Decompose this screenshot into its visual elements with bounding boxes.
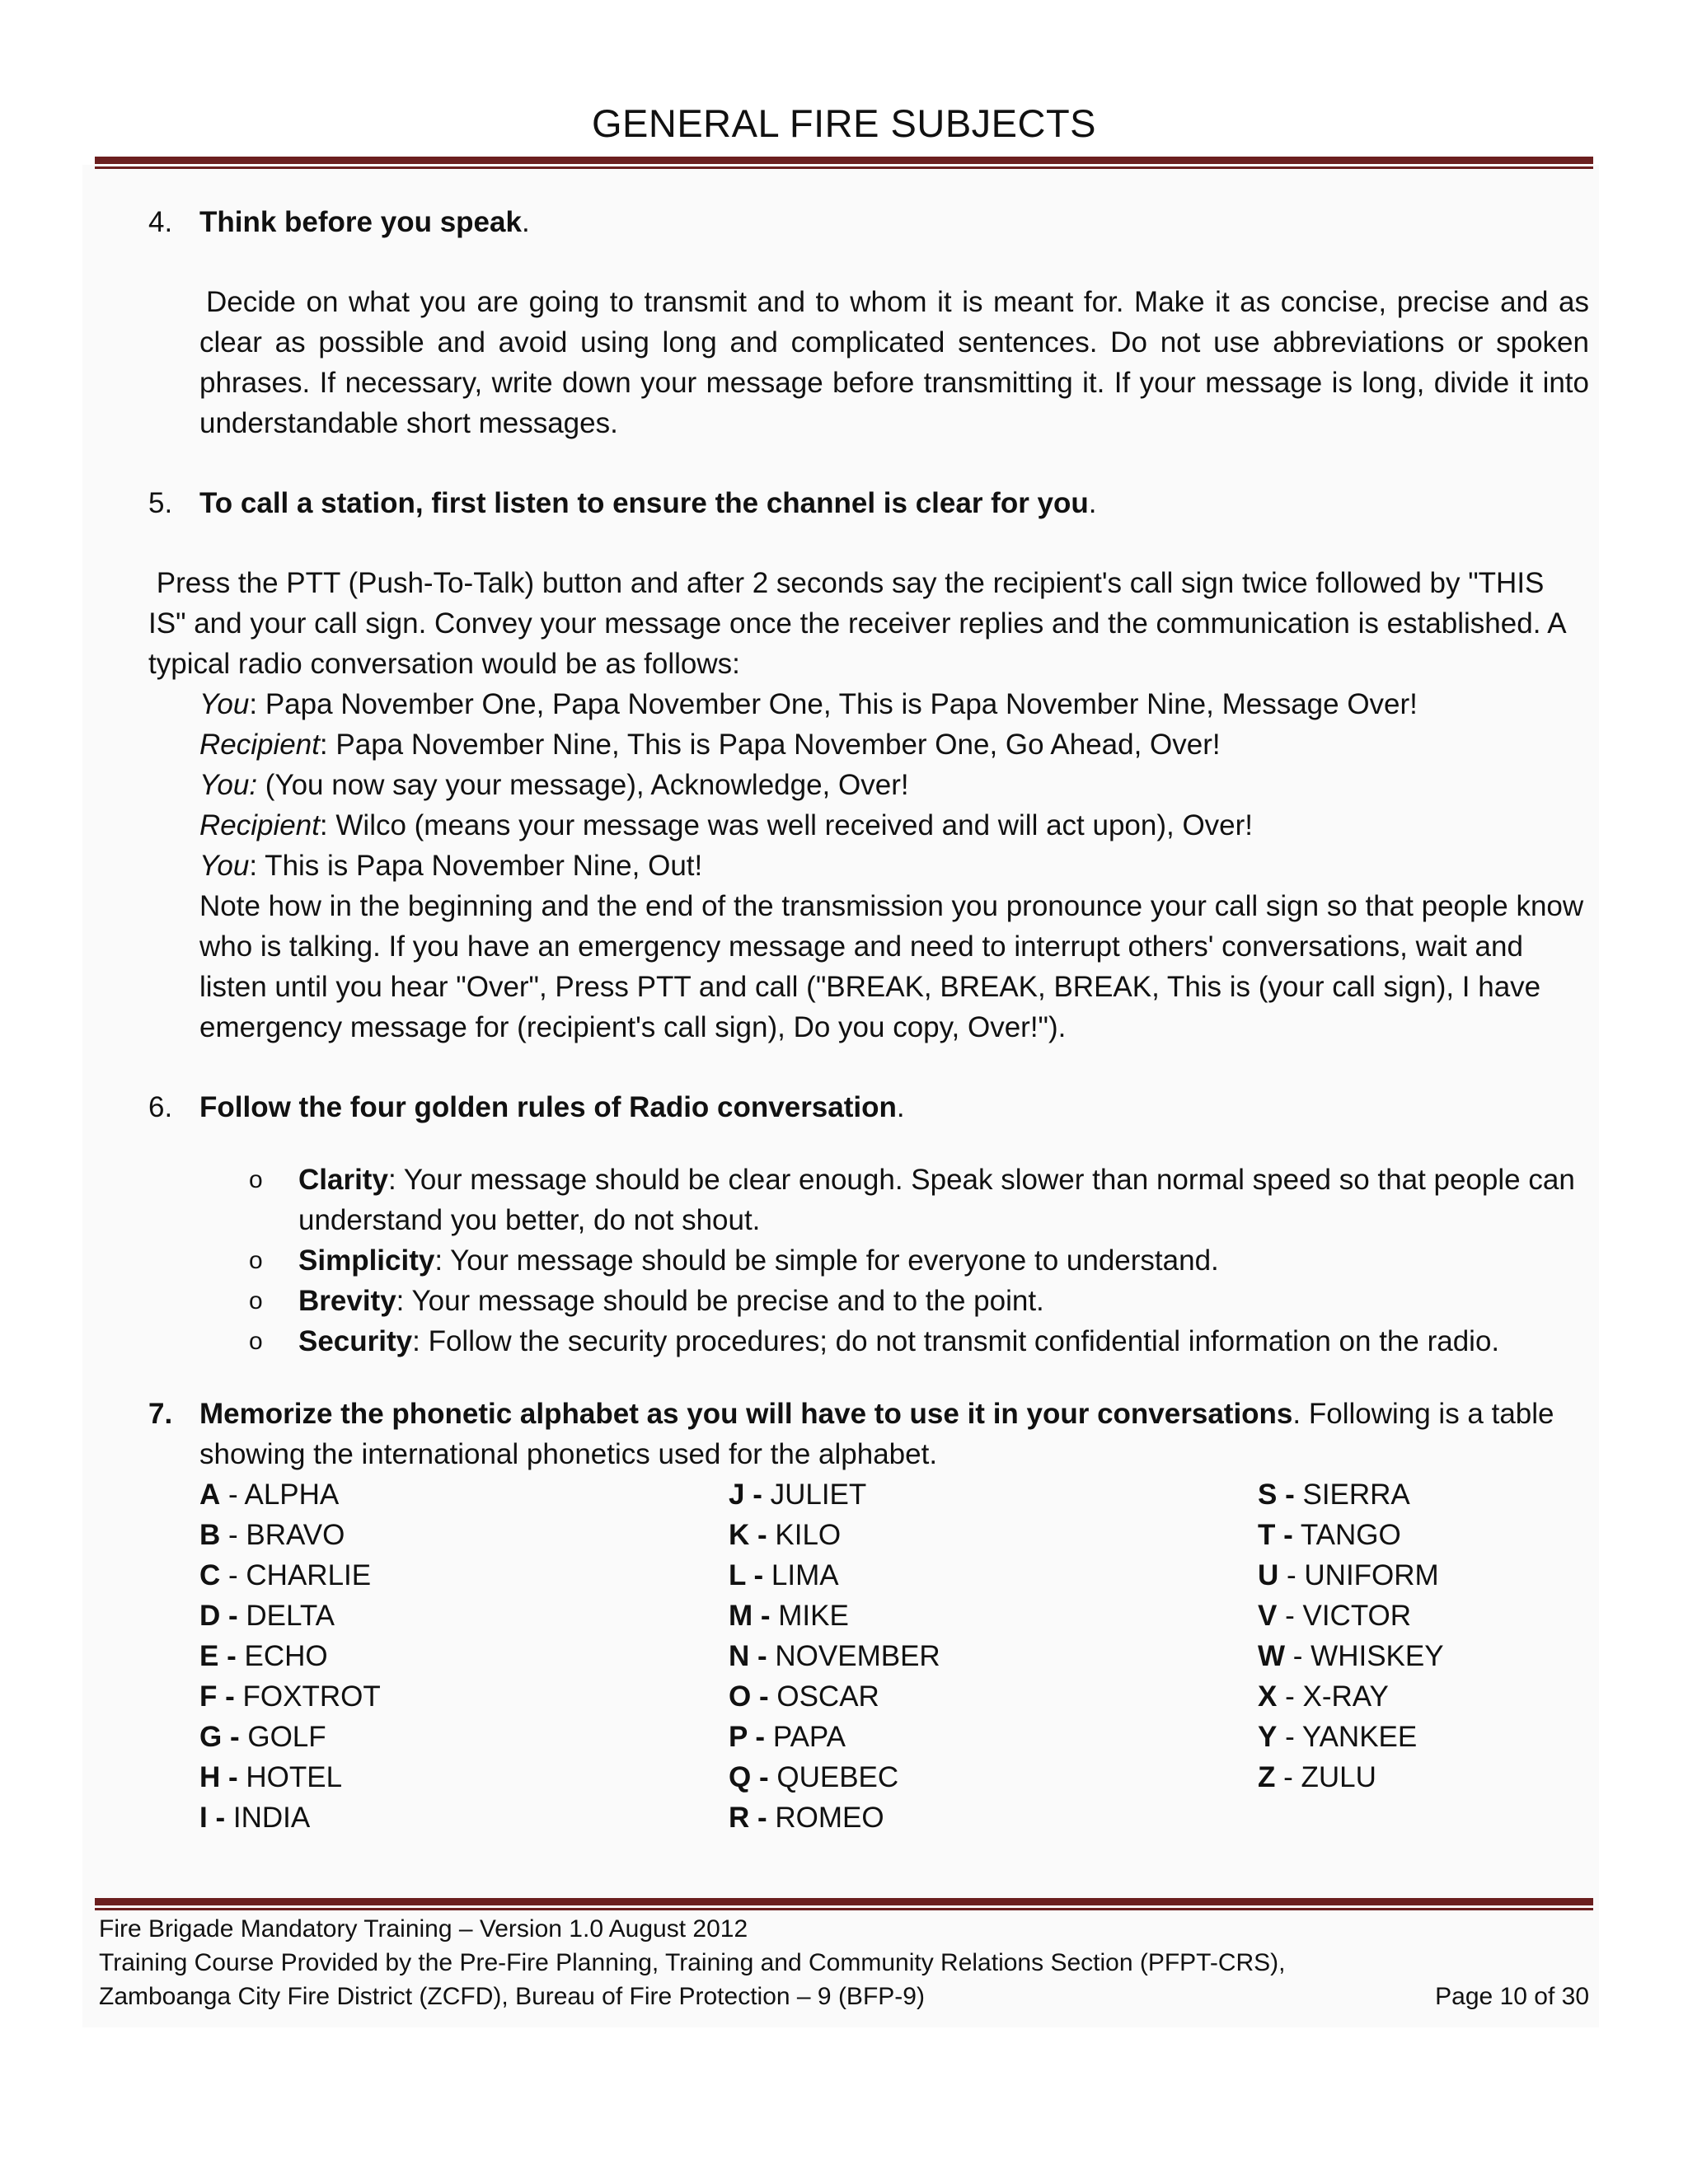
phonetic-entry (199, 1474, 729, 1515)
phonetic-word: TANGO (1300, 1519, 1401, 1551)
heading-punct: . (521, 206, 530, 238)
document-body (148, 202, 1589, 1838)
phonetic-word: OSCAR (776, 1680, 879, 1713)
phonetic-word: CHARLIE (246, 1559, 372, 1591)
phonetic-sep (235, 1680, 243, 1713)
footer-line: Fire Brigade Mandatory Training – Version 1.0 August 2012 (99, 1915, 748, 1943)
phonetic-entry (199, 1515, 729, 1555)
golden-rules-list (148, 1160, 1589, 1361)
item-5-body: Press the PTT (Push-To-Talk) button and after 2 seconds say the recipient's call sign twice followed by "THIS IS" and your call sign. Convey your message once the receiver replies and the communication is established. A typical radio conversation would be as follows: (148, 567, 1573, 680)
phonetic-entry (729, 1676, 1258, 1717)
phonetic-sep (767, 1802, 776, 1834)
rule-term: Security (298, 1325, 413, 1357)
phonetic-sep (762, 1479, 771, 1511)
bullet-icon: o (249, 1166, 263, 1193)
phonetic-word: NOVEMBER (775, 1640, 940, 1672)
phonetic-word: MIKE (778, 1600, 849, 1632)
phonetic-word: ZULU (1301, 1761, 1376, 1793)
dialogue-line (199, 846, 1589, 886)
phonetic-letter: Y (1258, 1721, 1278, 1753)
dialogue-text: This is Papa November Nine, Out! (257, 850, 703, 882)
dialogue-line (199, 805, 1589, 846)
phonetic-word: ALPHA (244, 1479, 340, 1511)
phonetic-letter: P - (729, 1721, 766, 1753)
phonetic-sep (765, 1721, 773, 1753)
dialogue-sep: : (319, 729, 328, 761)
dialogue-line (199, 684, 1589, 724)
phonetic-sep (225, 1802, 233, 1834)
phonetic-word: VICTOR (1302, 1600, 1412, 1632)
phonetic-alphabet-table (148, 1474, 1589, 1838)
phonetic-sep: - (220, 1479, 245, 1511)
dialogue-text: Wilco (means your message was well received and will act upon), Over! (327, 809, 1254, 841)
dialogue-speaker: Recipient (199, 729, 320, 761)
phonetic-letter: V (1258, 1600, 1278, 1632)
dialogue-sep: : (249, 688, 258, 720)
item-4-body: Decide on what you are going to transmit and to whom it is meant for. Make it as concise, precise and as clear as possible and avoid using long and complicated sentences. Do not use abbreviations or spoken phrases. If necessary, write down your message before transmitting it. If your message is long, divide it into understandable short messages. (199, 286, 1589, 439)
phonetic-sep: - (220, 1559, 246, 1591)
phonetic-sep (769, 1761, 777, 1793)
rule-term: Brevity (298, 1285, 396, 1317)
phonetic-word: DELTA (246, 1600, 335, 1632)
bullet-icon: o (249, 1287, 263, 1315)
dialogue-speaker: You: (199, 769, 258, 801)
list-item (148, 1240, 1589, 1281)
phonetic-entry (1258, 1676, 1640, 1717)
dialogue-text: Papa November One, Papa November One, This is Papa November Nine, Message Over! (257, 688, 1418, 720)
phonetic-word: LIMA (771, 1559, 839, 1591)
list-item (148, 1160, 1589, 1240)
item-heading-text: Follow the four golden rules of Radio conversation (199, 1091, 897, 1123)
rule-text: : Your message should be simple for everyone to understand. (434, 1244, 1219, 1277)
phonetic-entry (1258, 1474, 1640, 1515)
phonetic-word: JULIET (770, 1479, 867, 1511)
phonetic-letter: L - (729, 1559, 764, 1591)
header-rule-thin (95, 166, 1593, 169)
phonetic-word: UNIFORM (1304, 1559, 1439, 1591)
phonetic-sep: - (220, 1519, 246, 1551)
phonetic-sep (767, 1640, 776, 1672)
phonetic-word: ECHO (244, 1640, 328, 1672)
phonetic-entry (1258, 1717, 1640, 1757)
phonetic-letter: W (1258, 1640, 1286, 1672)
phonetic-entry (1258, 1515, 1640, 1555)
phonetic-entry (199, 1797, 729, 1838)
phonetic-sep (1295, 1479, 1303, 1511)
dialogue-speaker: Recipient (199, 809, 320, 841)
phonetic-sep (771, 1600, 779, 1632)
phonetic-entry (1258, 1636, 1640, 1676)
item-heading-text: Memorize the phonetic alphabet as you will have to use it in your conversations (199, 1398, 1293, 1430)
phonetic-word: HOTEL (246, 1761, 343, 1793)
phonetic-letter: Z (1258, 1761, 1276, 1793)
phonetic-entry (199, 1757, 729, 1797)
phonetic-entry (1258, 1555, 1640, 1596)
phonetic-sep: - (1277, 1721, 1302, 1753)
phonetic-sep: - (1277, 1680, 1303, 1713)
phonetic-letter: M - (729, 1600, 771, 1632)
list-item (148, 1281, 1589, 1321)
phonetic-sep (763, 1559, 771, 1591)
phonetic-letter: G - (199, 1721, 240, 1753)
dialogue-text: (You now say your message), Acknowledge, Over! (257, 769, 909, 801)
dialogue-speaker: You (199, 850, 250, 882)
phonetic-word: FOXTROT (242, 1680, 381, 1713)
phonetic-entry (729, 1717, 1258, 1757)
heading-punct: . (896, 1091, 905, 1123)
phonetic-entry (729, 1797, 1258, 1838)
phonetic-word: YANKEE (1301, 1721, 1418, 1753)
phonetic-entry (729, 1555, 1258, 1596)
phonetic-entry (1258, 1757, 1640, 1797)
rule-term: Simplicity (298, 1244, 435, 1277)
dialogue-sep: : (249, 850, 258, 882)
radio-dialogue (148, 684, 1589, 1047)
phonetic-sep (769, 1680, 777, 1713)
phonetic-letter: D - (199, 1600, 238, 1632)
item-number: 6. (148, 1091, 173, 1123)
phonetic-entry (199, 1596, 729, 1636)
phonetic-word: PAPA (772, 1721, 846, 1753)
phonetic-letter: X (1258, 1680, 1278, 1713)
item-7-heading (148, 1394, 1589, 1474)
phonetic-letter: K - (729, 1519, 767, 1551)
item-number: 5. (148, 487, 173, 519)
phonetic-letter: J - (729, 1479, 762, 1511)
footer-line: Training Course Provided by the Pre-Fire Planning, Training and Community Relations Section (PFPT-CRS), (99, 1949, 1286, 1976)
phonetic-column (199, 1474, 729, 1838)
phonetic-word: BRAVO (246, 1519, 345, 1551)
phonetic-sep (238, 1600, 246, 1632)
phonetic-word: ROMEO (775, 1802, 884, 1834)
phonetic-letter: U (1258, 1559, 1279, 1591)
phonetic-entry (1258, 1596, 1640, 1636)
dialogue-sep: : (319, 809, 328, 841)
dialogue-note: Note how in the beginning and the end of the transmission you pronounce your call sign so that people know who is talking. If you have an emergency message and need to interrupt others' conversations, wait and listen until you hear "Over", Press PTT and call ("BREAK, BREAK, BREAK, This is (your call sign), I have emergency message for (recipient's call sign), Do you copy, Over!"). (199, 890, 1584, 1043)
phonetic-entry (729, 1636, 1258, 1676)
phonetic-letter: E - (199, 1640, 237, 1672)
phonetic-column (1258, 1474, 1640, 1838)
dialogue-speaker: You (199, 688, 250, 720)
item-number: 7. (148, 1398, 173, 1430)
phonetic-sep (767, 1519, 776, 1551)
phonetic-letter: O - (729, 1680, 769, 1713)
phonetic-entry (729, 1757, 1258, 1797)
phonetic-word: KILO (775, 1519, 842, 1551)
bullet-icon: o (249, 1328, 263, 1355)
phonetic-letter: T - (1258, 1519, 1293, 1551)
phonetic-entry (729, 1596, 1258, 1636)
phonetic-sep: - (1285, 1640, 1311, 1672)
phonetic-sep (1293, 1519, 1301, 1551)
phonetic-word: GOLF (247, 1721, 326, 1753)
dialogue-text: Papa November Nine, This is Papa November One, Go Ahead, Over! (327, 729, 1221, 761)
phonetic-entry (199, 1636, 729, 1676)
phonetic-entry (199, 1555, 729, 1596)
footer-rule-thin (95, 1908, 1593, 1910)
list-item (148, 1321, 1589, 1361)
rule-text: : Your message should be clear enough. Speak slower than normal speed so that people can understand you better, do not shout. (298, 1164, 1575, 1236)
phonetic-word: QUEBEC (776, 1761, 899, 1793)
phonetic-sep: - (1278, 1559, 1305, 1591)
rule-term: Clarity (298, 1164, 388, 1196)
page-title: GENERAL FIRE SUBJECTS (591, 101, 1097, 145)
phonetic-sep (237, 1640, 245, 1672)
item-4-heading (148, 202, 1589, 242)
bullet-icon: o (249, 1247, 263, 1274)
footer-line: Zamboanga City Fire District (ZCFD), Bureau of Fire Protection – 9 (BFP-9) (99, 1983, 925, 2010)
phonetic-entry (199, 1676, 729, 1717)
page-number: Page 10 of 30 (1435, 1983, 1589, 2010)
phonetic-word: INDIA (232, 1802, 311, 1834)
phonetic-letter: F - (199, 1680, 235, 1713)
phonetic-letter: C (199, 1559, 221, 1591)
phonetic-letter: Q - (729, 1761, 769, 1793)
phonetic-letter: B (199, 1519, 221, 1551)
phonetic-sep (240, 1721, 248, 1753)
phonetic-letter: H - (199, 1761, 238, 1793)
item-heading-tail: . Following is a table showing the international phonetics used for the alphabet. (199, 1398, 1554, 1470)
rule-text: : Your message should be precise and to the point. (396, 1285, 1044, 1317)
heading-punct: . (1088, 487, 1097, 519)
phonetic-word: WHISKEY (1311, 1640, 1444, 1672)
item-heading-text: To call a station, first listen to ensure the channel is clear for you (199, 487, 1089, 519)
phonetic-entry (729, 1515, 1258, 1555)
item-5-heading (148, 483, 1589, 523)
rule-text: : Follow the security procedures; do not transmit confidential information on the radio. (412, 1325, 1500, 1357)
phonetic-letter: S - (1258, 1479, 1295, 1511)
page-footer (99, 1912, 1589, 2013)
phonetic-entry (199, 1717, 729, 1757)
phonetic-letter: A (199, 1479, 221, 1511)
phonetic-word: X-RAY (1302, 1680, 1389, 1713)
dialogue-line (199, 765, 1589, 805)
phonetic-entry (729, 1474, 1258, 1515)
phonetic-column (729, 1474, 1258, 1838)
item-heading-text: Think before you speak (199, 206, 522, 238)
phonetic-sep: - (1275, 1761, 1301, 1793)
footer-rule-thick (95, 1898, 1593, 1905)
phonetic-letter: R - (729, 1802, 767, 1834)
phonetic-letter: I - (199, 1802, 226, 1834)
phonetic-word: SIERRA (1302, 1479, 1410, 1511)
dialogue-line (199, 724, 1589, 765)
item-6-heading (148, 1087, 1589, 1127)
item-number: 4. (148, 206, 173, 238)
phonetic-sep: - (1277, 1600, 1303, 1632)
phonetic-sep (238, 1761, 246, 1793)
phonetic-letter: N - (729, 1640, 767, 1672)
header-rule-thick (95, 157, 1593, 164)
